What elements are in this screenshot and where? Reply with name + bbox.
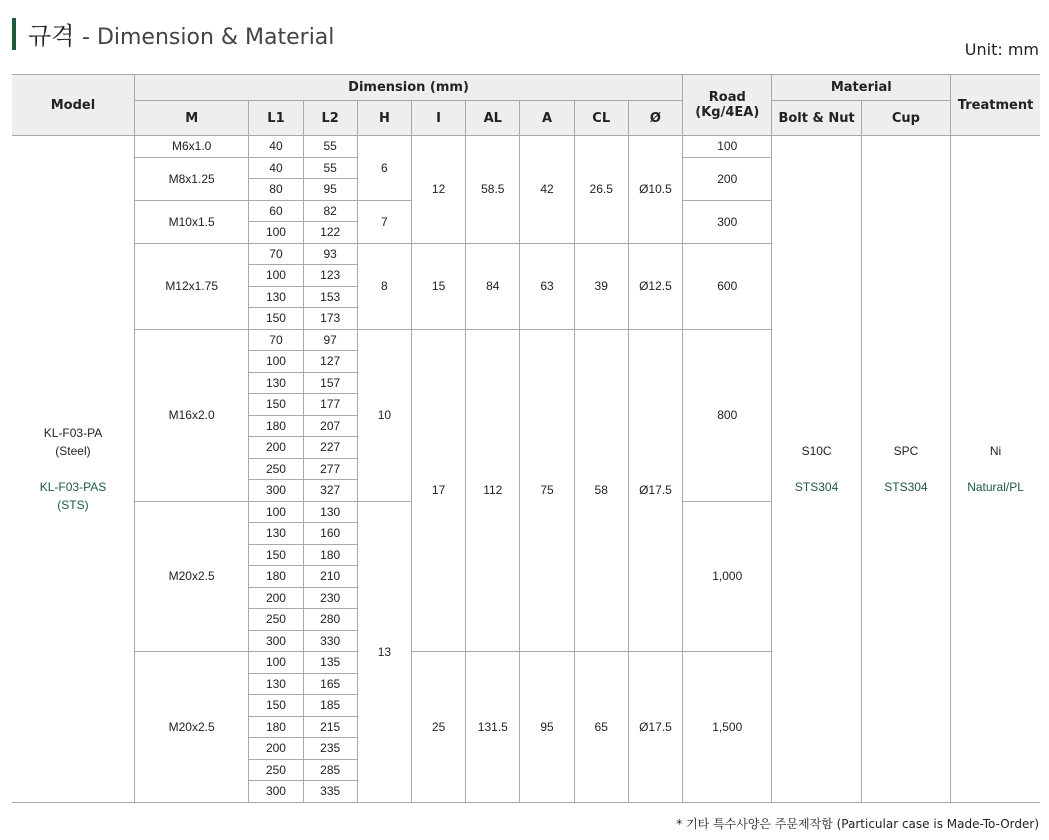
- cl-cell: 26.5: [574, 136, 628, 244]
- title-accent-bar: [12, 18, 16, 50]
- l1-cell: 200: [249, 437, 303, 459]
- al-cell: 58.5: [466, 136, 520, 244]
- a-cell: 95: [520, 652, 574, 803]
- l1-cell: 70: [249, 243, 303, 265]
- header-i: I: [411, 101, 465, 136]
- bolt-steel: S10C: [801, 443, 832, 458]
- l1-cell: 150: [249, 394, 303, 416]
- l1-cell: 300: [249, 630, 303, 652]
- l2-cell: 95: [303, 179, 357, 201]
- l2-cell: 93: [303, 243, 357, 265]
- l1-cell: 250: [249, 458, 303, 480]
- model-sts-note: (STS): [57, 497, 89, 512]
- m-cell: M6x1.0: [134, 136, 248, 158]
- l1-cell: 100: [249, 351, 303, 373]
- l2-cell: 173: [303, 308, 357, 330]
- header-model: Model: [12, 75, 134, 136]
- l1-cell: 40: [249, 136, 303, 158]
- i-cell: 17: [411, 329, 465, 652]
- header-bolt-nut: Bolt & Nut: [772, 101, 861, 136]
- l1-cell: 180: [249, 716, 303, 738]
- h-cell: 7: [357, 200, 411, 243]
- l1-cell: 80: [249, 179, 303, 201]
- header-material: Material: [772, 75, 951, 101]
- l2-cell: 122: [303, 222, 357, 244]
- l2-cell: 97: [303, 329, 357, 351]
- road-cell: 100: [683, 136, 772, 158]
- l1-cell: 70: [249, 329, 303, 351]
- i-cell: 12: [411, 136, 465, 244]
- road-cell: 1,000: [683, 501, 772, 652]
- l2-cell: 55: [303, 136, 357, 158]
- model-steel-note: (Steel): [55, 443, 91, 458]
- l1-cell: 150: [249, 544, 303, 566]
- l2-cell: 227: [303, 437, 357, 459]
- l2-cell: 123: [303, 265, 357, 287]
- header-l1: L1: [249, 101, 303, 136]
- l1-cell: 180: [249, 566, 303, 588]
- l2-cell: 180: [303, 544, 357, 566]
- diameter-cell: Ø17.5: [628, 329, 682, 652]
- l2-cell: 280: [303, 609, 357, 631]
- header-dimension: Dimension (mm): [134, 75, 682, 101]
- diameter-cell: Ø12.5: [628, 243, 682, 329]
- cup-sts: STS304: [884, 479, 928, 494]
- treatment-steel: Ni: [989, 443, 1002, 458]
- l1-cell: 60: [249, 200, 303, 222]
- page-title: [28, 16, 334, 51]
- l2-cell: 330: [303, 630, 357, 652]
- unit-label: Unit: mm: [964, 40, 1039, 59]
- l2-cell: 130: [303, 501, 357, 523]
- road-cell: 600: [683, 243, 772, 329]
- title-sub: - Dimension & Material: [82, 25, 335, 50]
- al-cell: 112: [466, 329, 520, 652]
- header-a: A: [520, 101, 574, 136]
- header-cl: CL: [574, 101, 628, 136]
- cup-cell: [861, 136, 950, 803]
- l1-cell: 200: [249, 738, 303, 760]
- treatment-cell: [951, 136, 1040, 803]
- l1-cell: 300: [249, 781, 303, 803]
- m-cell: M12x1.75: [134, 243, 248, 329]
- l1-cell: 100: [249, 501, 303, 523]
- model-steel-name: KL-F03-PA: [43, 425, 103, 440]
- l2-cell: 230: [303, 587, 357, 609]
- bolt-sts: STS304: [794, 479, 839, 494]
- l1-cell: 100: [249, 652, 303, 674]
- l1-cell: 150: [249, 695, 303, 717]
- l1-cell: 130: [249, 523, 303, 545]
- l2-cell: 135: [303, 652, 357, 674]
- l2-cell: 160: [303, 523, 357, 545]
- l2-cell: 235: [303, 738, 357, 760]
- cl-cell: 58: [574, 329, 628, 652]
- header-road: [683, 75, 772, 136]
- bolt-nut-cell: [772, 136, 861, 803]
- header-h: H: [357, 101, 411, 136]
- header-cup: Cup: [861, 101, 950, 136]
- cup-steel: SPC: [893, 443, 919, 458]
- a-cell: 75: [520, 329, 574, 652]
- l2-cell: 55: [303, 157, 357, 179]
- h-cell: 8: [357, 243, 411, 329]
- spec-table: [12, 74, 1040, 803]
- header-al: AL: [466, 101, 520, 136]
- m-cell: M10x1.5: [134, 200, 248, 243]
- l2-cell: 215: [303, 716, 357, 738]
- l1-cell: 250: [249, 609, 303, 631]
- title-main: 규격: [28, 22, 75, 50]
- m-cell: M8x1.25: [134, 157, 248, 200]
- header-road-line2: (Kg/4EA): [695, 105, 760, 120]
- l1-cell: 200: [249, 587, 303, 609]
- l1-cell: 250: [249, 759, 303, 781]
- model-sts-name: KL-F03-PAS: [39, 479, 107, 494]
- h-cell: 6: [357, 136, 411, 201]
- l2-cell: 127: [303, 351, 357, 373]
- i-cell: 15: [411, 243, 465, 329]
- header-treatment: Treatment: [951, 75, 1040, 136]
- m-cell: M20x2.5: [134, 501, 248, 652]
- cl-cell: 39: [574, 243, 628, 329]
- l1-cell: 300: [249, 480, 303, 502]
- diameter-cell: Ø10.5: [628, 136, 682, 244]
- m-cell: M16x2.0: [134, 329, 248, 501]
- header-road-line1: Road: [708, 90, 746, 105]
- l1-cell: 100: [249, 265, 303, 287]
- l1-cell: 130: [249, 673, 303, 695]
- l1-cell: 100: [249, 222, 303, 244]
- a-cell: 63: [520, 243, 574, 329]
- l1-cell: 130: [249, 286, 303, 308]
- model-cell: [12, 136, 134, 803]
- road-cell: 800: [683, 329, 772, 501]
- road-cell: 200: [683, 157, 772, 200]
- l1-cell: 180: [249, 415, 303, 437]
- footnote: * 기타 특수사양은 주문제작함 (Particular case is Made-To-Order): [676, 817, 1039, 831]
- l2-cell: 277: [303, 458, 357, 480]
- header-m: M: [134, 101, 248, 136]
- l2-cell: 327: [303, 480, 357, 502]
- l2-cell: 157: [303, 372, 357, 394]
- l2-cell: 185: [303, 695, 357, 717]
- l2-cell: 153: [303, 286, 357, 308]
- l1-cell: 40: [249, 157, 303, 179]
- diameter-cell: Ø17.5: [628, 652, 682, 803]
- cl-cell: 65: [574, 652, 628, 803]
- l2-cell: 82: [303, 200, 357, 222]
- l2-cell: 177: [303, 394, 357, 416]
- al-cell: 84: [466, 243, 520, 329]
- m-cell: M20x2.5: [134, 652, 248, 803]
- l2-cell: 285: [303, 759, 357, 781]
- treatment-sts: Natural/PL: [967, 479, 1024, 494]
- h-cell: 10: [357, 329, 411, 501]
- h-cell: 13: [357, 501, 411, 802]
- l2-cell: 335: [303, 781, 357, 803]
- al-cell: 131.5: [466, 652, 520, 803]
- i-cell: 25: [411, 652, 465, 803]
- l2-cell: 207: [303, 415, 357, 437]
- l1-cell: 130: [249, 372, 303, 394]
- header-diameter: Ø: [628, 101, 682, 136]
- l2-cell: 210: [303, 566, 357, 588]
- road-cell: 1,500: [683, 652, 772, 803]
- l1-cell: 150: [249, 308, 303, 330]
- l2-cell: 165: [303, 673, 357, 695]
- header-l2: L2: [303, 101, 357, 136]
- road-cell: 300: [683, 200, 772, 243]
- table-row: [12, 136, 1040, 158]
- a-cell: 42: [520, 136, 574, 244]
